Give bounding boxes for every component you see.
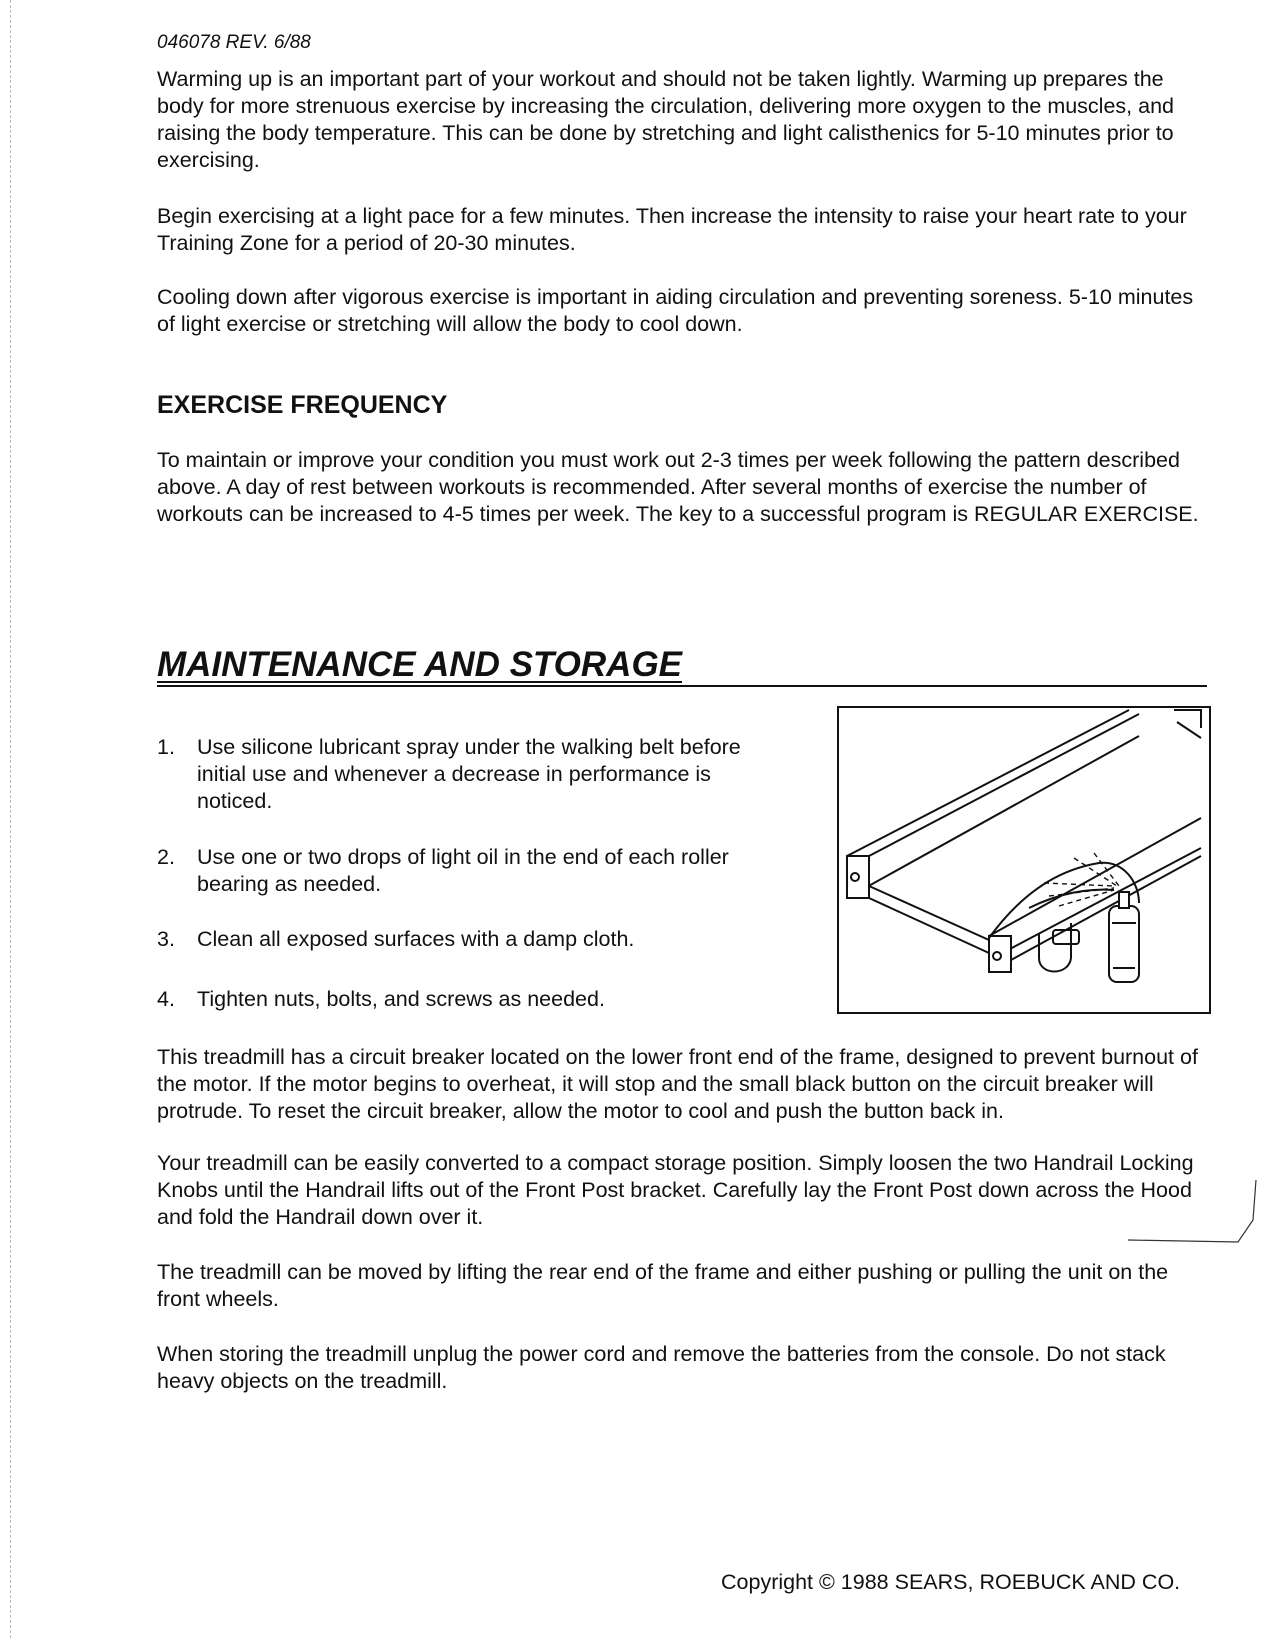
- lubrication-illustration: [837, 706, 1211, 1014]
- storing-paragraph: When storing the treadmill unplug the power cord and remove the batteries from the console. Do not stack heavy objects on the treadmill.: [157, 1342, 1166, 1393]
- list-item: [157, 844, 777, 898]
- copyright-notice: Copyright © 1988 SEARS, ROEBUCK AND CO.: [721, 1570, 1181, 1594]
- document-id: 046078 REV. 6/88: [157, 32, 311, 53]
- step-text: Clean all exposed surfaces with a damp cloth.: [197, 927, 635, 951]
- cooldown-paragraph: Cooling down after vigorous exercise is important in aiding circulation and preventing soreness. 5-10 minutes of light exercise or stretching will allow the body to cool down.: [157, 285, 1194, 336]
- treadmill-frame-drawing: [839, 708, 1209, 1012]
- warmup-paragraph: Warming up is an important part of your workout and should not be taken lightly. Warming up prepares the body for more strenuous exercise by increasing the circulation, delivering more oxygen to the muscles, and raising the body temperature. This can be done by stretching and light calisthenics for 5-10 minutes prior to exercising.: [157, 67, 1174, 172]
- step-text: Tighten nuts, bolts, and screws as needed.: [197, 987, 605, 1011]
- circuit-breaker-paragraph: This treadmill has a circuit breaker located on the lower front end of the frame, designed to prevent burnout of the motor. If the motor begins to overheat, it will stop and the small black button on the circuit breaker will protrude. To reset the circuit breaker, allow the motor to cool and push the button back in.: [157, 1045, 1198, 1123]
- list-item: [157, 926, 777, 953]
- heading-rule: [157, 685, 1207, 687]
- step-number: 2.: [157, 845, 175, 869]
- step-text: Use one or two drops of light oil in the end of each roller bearing as needed.: [197, 845, 729, 896]
- exercise-paragraph: Begin exercising at a light pace for a few minutes. Then increase the intensity to raise your heart rate to your Training Zone for a period of 20-30 minutes.: [157, 204, 1187, 255]
- exercise-frequency-heading: EXERCISE FREQUENCY: [157, 391, 448, 419]
- step-number: 1.: [157, 735, 175, 759]
- step-text: Use silicone lubricant spray under the walking belt before initial use and whenever a decrease in performance is noticed.: [197, 735, 741, 813]
- moving-paragraph: The treadmill can be moved by lifting the rear end of the frame and either pushing or pulling the unit on the front wheels.: [157, 1260, 1169, 1311]
- maintenance-heading: MAINTENANCE AND STORAGE: [157, 645, 683, 684]
- page-edge: [0, 0, 11, 1638]
- list-item: [157, 734, 777, 815]
- frequency-paragraph: To maintain or improve your condition you must work out 2-3 times per week following the pattern described above. A day of rest between workouts is recommended. After several months of exercise the number of workouts can be increased to 4-5 times per week. The key to a successful program is REGULAR EXERCISE.: [157, 448, 1199, 526]
- storage-paragraph: Your treadmill can be easily converted to a compact storage position. Simply loosen the two Handrail Locking Knobs until the Handrail lifts out of the Front Post bracket. Carefully lay the Front Post down across the Hood and fold the Handrail down over it.: [157, 1151, 1194, 1229]
- list-item: [157, 986, 777, 1013]
- step-number: 3.: [157, 927, 175, 951]
- step-number: 4.: [157, 987, 175, 1011]
- pen-mark: [1128, 1180, 1258, 1250]
